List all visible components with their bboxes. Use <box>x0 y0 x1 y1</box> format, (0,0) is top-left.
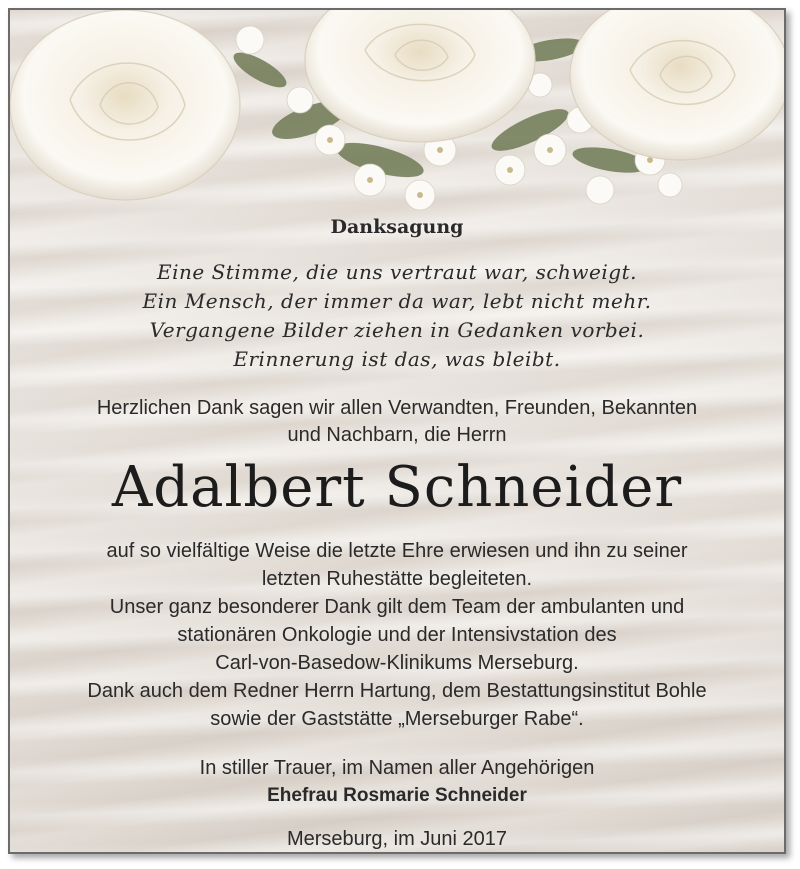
thanks-body-line-6: Dank auch dem Redner Herrn Hartung, dem Bestattungsinstitut Bohle <box>87 680 707 702</box>
deceased-name: Adalbert Schneider <box>111 455 683 520</box>
poem-line-2: Ein Mensch, der immer da war, lebt nicht mehr. <box>142 289 652 313</box>
thanks-body-line-1: auf so vielfältige Weise die letzte Ehre erwiesen und ihn zu seiner <box>106 540 688 562</box>
thanks-body-line-5: Carl-von-Basedow-Klinikums Merseburg. <box>215 652 579 674</box>
thanks-body-line-3: Unser ganz besonderer Dank gilt dem Team der ambulanten und <box>109 596 685 618</box>
poem-line-3: Vergangene Bilder ziehen in Gedanken vorbei. <box>149 318 645 342</box>
obituary-card <box>8 8 786 854</box>
mourning-line: In stiller Trauer, im Namen aller Angehörigen <box>199 757 595 779</box>
thanks-body-line-7: sowie der Gaststätte „Merseburger Rabe“. <box>210 708 584 730</box>
heading-danksagung: Danksagung <box>330 216 464 238</box>
place-date: Merseburg, im Juni 2017 <box>286 828 508 850</box>
thanks-intro-line-2: und Nachbarn, die Herrn <box>287 424 507 446</box>
thanks-body-line-2: letzten Ruhestätte begleiteten. <box>261 568 533 590</box>
poem-line-1: Eine Stimme, die uns vertraut war, schweigt. <box>157 260 637 284</box>
signature: Ehefrau Rosmarie Schneider <box>267 785 527 806</box>
thanks-intro-line-1: Herzlichen Dank sagen wir allen Verwandten, Freunden, Bekannten <box>96 397 698 419</box>
thanks-body-line-4: stationären Onkologie und der Intensivstation des <box>177 624 617 646</box>
poem-line-4: Erinnerung ist das, was bleibt. <box>233 347 561 371</box>
